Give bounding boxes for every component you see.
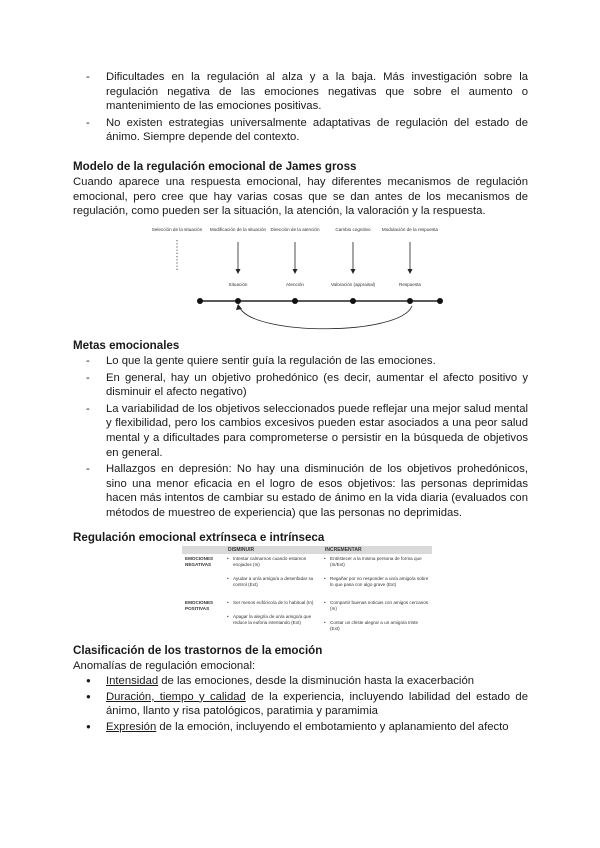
row-label: EMOCIONES POSITIVAS [185, 600, 214, 611]
list-item [88, 720, 528, 735]
table-cell [224, 598, 321, 642]
feedback-arrow-head [236, 304, 242, 310]
list-item: - Dificultades en la regulación al alza y a la baja. Más investigación sobre la regulación negativa de las emociones negativas que sobre el aumento o mantenimiento de las emociones positivas. [88, 70, 528, 114]
stage-dot [437, 298, 443, 304]
strategy-label: Selección de la situación [151, 227, 203, 232]
strategy-label: Modificación de la situación [209, 227, 267, 232]
table-header: INCREMENTAR [321, 546, 432, 554]
gross-heading: Modelo de la regulación emocional de James gross [73, 160, 357, 173]
stage-dot [235, 298, 241, 304]
cell-item: • Contar un chiste alegrar a un amigo/a triste (Ext) [324, 620, 429, 632]
arrow-head [408, 269, 413, 274]
stage-dot [197, 298, 203, 304]
table-header [182, 546, 224, 554]
cell-item: • Ser menos eufórico/a de lo habitual (In) [227, 600, 318, 606]
cell-item: • Entristecer a la misma persona de forma que (In/Ext) [324, 556, 429, 568]
table-row [182, 554, 432, 598]
arrow-head [351, 269, 356, 274]
term: Expresión [106, 720, 157, 733]
stage-label: Situación [228, 282, 248, 287]
term: Intensidad [106, 675, 159, 687]
stage-dot [350, 298, 356, 304]
stage-dot [407, 298, 413, 304]
stage-label: Respuesta [399, 282, 421, 287]
list-item: - En general, hay un objetivo prohedónico (es decir, aumentar el afecto positivo y disminuir el afecto negativo) [88, 371, 528, 400]
cell-item: • Apagar la alegría de un/a amigo/a que reduce la euforia intentando (Ext) [227, 614, 318, 626]
stage-label: Valoración (appraisal) [330, 282, 376, 287]
gross-model-diagram [150, 224, 450, 334]
table-header: DISMINUIR [224, 546, 321, 554]
term: Duración, tiempo y calidad [106, 690, 246, 703]
trastornos-subtitle: Anomalías de regulación emocional: [73, 660, 256, 672]
list-item: - Hallazgos en depresión: No hay una disminución de los objetivos prohedónicos, sino una menor eficacia en el logro de esos objetivos: las personas deprimidas hacen más intentos de cambiar su estado de ánimo en la vida diaria (evaluados con métodos de muestreo de experiencia) que las personas no deprimidas. [88, 462, 528, 520]
strategy-label: Cambio cognitivo [335, 227, 371, 232]
term-description: de las emociones, desde la disminución hasta la exacerbación [158, 675, 475, 687]
strategy-label: Dirección de la atención [270, 227, 320, 232]
arrow-head [293, 269, 298, 274]
row-label: EMOCIONES NEGATIVAS [185, 556, 214, 567]
cell-item: • Intentar calmarnos cuando estamos enojados (In) [227, 556, 318, 568]
regulacion-heading: Regulación emocional extrínseca e intrínseca [73, 531, 325, 544]
gross-paragraph: Cuando aparece una respuesta emocional, hay diferentes mecanismos de regulación emocional, pero cree que hay varias cosas que se dan antes de los mecanismos de regulación, como pueden ser la situación, la atención, la valoración y la respuesta. [73, 176, 528, 218]
regulation-table [182, 546, 432, 642]
list-item: - Lo que la gente quiere sentir guía la regulación de las emociones. [88, 354, 528, 369]
table-row [182, 598, 432, 642]
top-list [88, 70, 528, 147]
stage-dot [292, 298, 298, 304]
trastornos-heading: Clasificación de los trastornos de la emoción [73, 644, 323, 657]
trastornos-list [88, 674, 528, 735]
term-description: de la emoción, incluyendo el embotamiento y aplanamiento del afecto [156, 720, 509, 733]
metas-list [88, 354, 528, 523]
list-item [88, 674, 528, 689]
cell-item: • Ayudar a un/a amigo/a a desenfadar su control (Ext) [227, 576, 318, 588]
table-header-row [182, 546, 432, 554]
cell-item: • Compartir buenas noticias con amigos cercanos (In) [324, 600, 429, 612]
feedback-loop-arrow [240, 306, 412, 329]
list-item: - No existen estrategias universalmente adaptativas de regulación del estado de ánimo. Siempre depende del contexto. [88, 116, 528, 145]
table-cell [321, 598, 432, 642]
strategy-label: Modulación de la respuesta [381, 227, 439, 232]
stage-label: Atención [286, 282, 304, 287]
table-cell [224, 554, 321, 598]
table-cell [321, 554, 432, 598]
list-item: - La variabilidad de los objetivos seleccionados puede reflejar una mejor salud mental y flexibilidad, pero los cambios excesivos pueden estar asociados a una peor salud mental y a dificultades para comprometerse o persistir en la búsqueda de objetivos en general. [88, 402, 528, 460]
list-item [88, 690, 528, 719]
term-description: de la experiencia, incluyendo labilidad del estado de ánimo, llanto y risa patológicos, paratimia y paramimia [106, 690, 528, 718]
arrow-head [236, 269, 241, 274]
metas-heading: Metas emocionales [73, 339, 180, 352]
cell-item: • Regañar por no responder a un/a amigo/a sobre lo que pasa con algo grave (Ext) [324, 576, 429, 588]
